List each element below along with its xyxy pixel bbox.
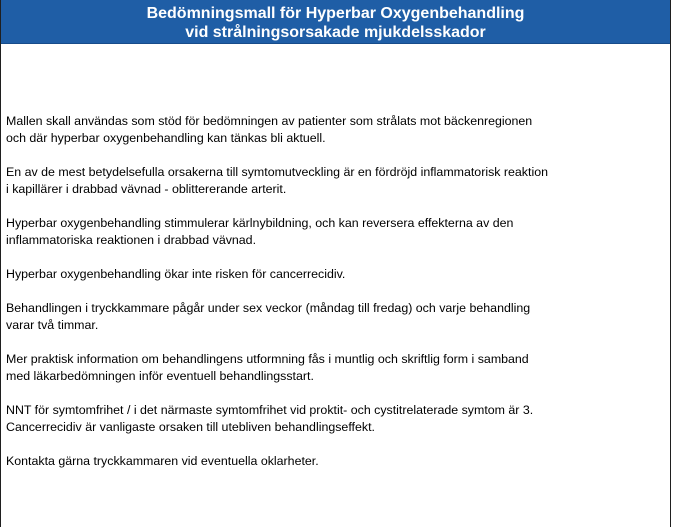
paragraph-risk (6, 266, 664, 283)
paragraph-cause (6, 164, 664, 198)
paragraph-line: Cancerrecidiv är vanligaste orsaken till utebliven behandlingseffekt. (6, 420, 375, 434)
paragraph-line: Mer praktisk information om behandlingens utformning fås i muntlig och skriftlig form i samband (6, 352, 529, 366)
title-line-1: Bedömningsmall för Hyperbar Oxygenbehandling (146, 5, 525, 22)
paragraph-line: och där hyperbar oxygenbehandling kan tänkas bli aktuell. (6, 131, 326, 145)
paragraph-line: varar två timmar. (6, 318, 99, 332)
paragraph-line: Behandlingen i tryckkammare pågår under sex veckor (måndag till fredag) och varje behandling (6, 301, 531, 315)
title-line-2: vid strålningsorsakade mjukdelsskador (185, 24, 486, 41)
paragraph-schedule (6, 300, 664, 334)
paragraph-line: NNT för symtomfrihet / i det närmaste symtomfrihet vid proktit- och cystitrelaterade symtom är 3. (6, 403, 534, 417)
paragraph-line: Mallen skall användas som stöd för bedömningen av patienter som strålats mot bäckenregionen (6, 114, 533, 128)
paragraph-contact (6, 453, 664, 470)
paragraph-nnt (6, 402, 664, 436)
paragraph-purpose (6, 113, 664, 147)
paragraph-line: Hyperbar oxygenbehandling stimmulerar kärlnybildning, och kan reversera effekterna av den (6, 216, 514, 230)
paragraph-line: Kontakta gärna tryckkammaren vid eventuella oklarheter. (6, 454, 319, 468)
paragraph-information (6, 351, 664, 385)
title-banner (1, 0, 670, 44)
paragraph-line: En av de mest betydelsefulla orsakerna till symtomutveckling är en fördröjd inflammatorisk reaktion (6, 165, 548, 179)
paragraph-line: med läkarbedömningen inför eventuell behandlingsstart. (6, 369, 314, 383)
paragraph-line: inflammatoriska reaktionen i drabbad vävnad. (6, 233, 257, 247)
paragraph-line: Hyperbar oxygenbehandling ökar inte risken för cancerrecidiv. (6, 267, 346, 281)
document-body (1, 44, 670, 470)
paragraph-line: i kapillärer i drabbad vävnad - oblittererande arterit. (6, 182, 287, 196)
paragraph-effect (6, 215, 664, 249)
